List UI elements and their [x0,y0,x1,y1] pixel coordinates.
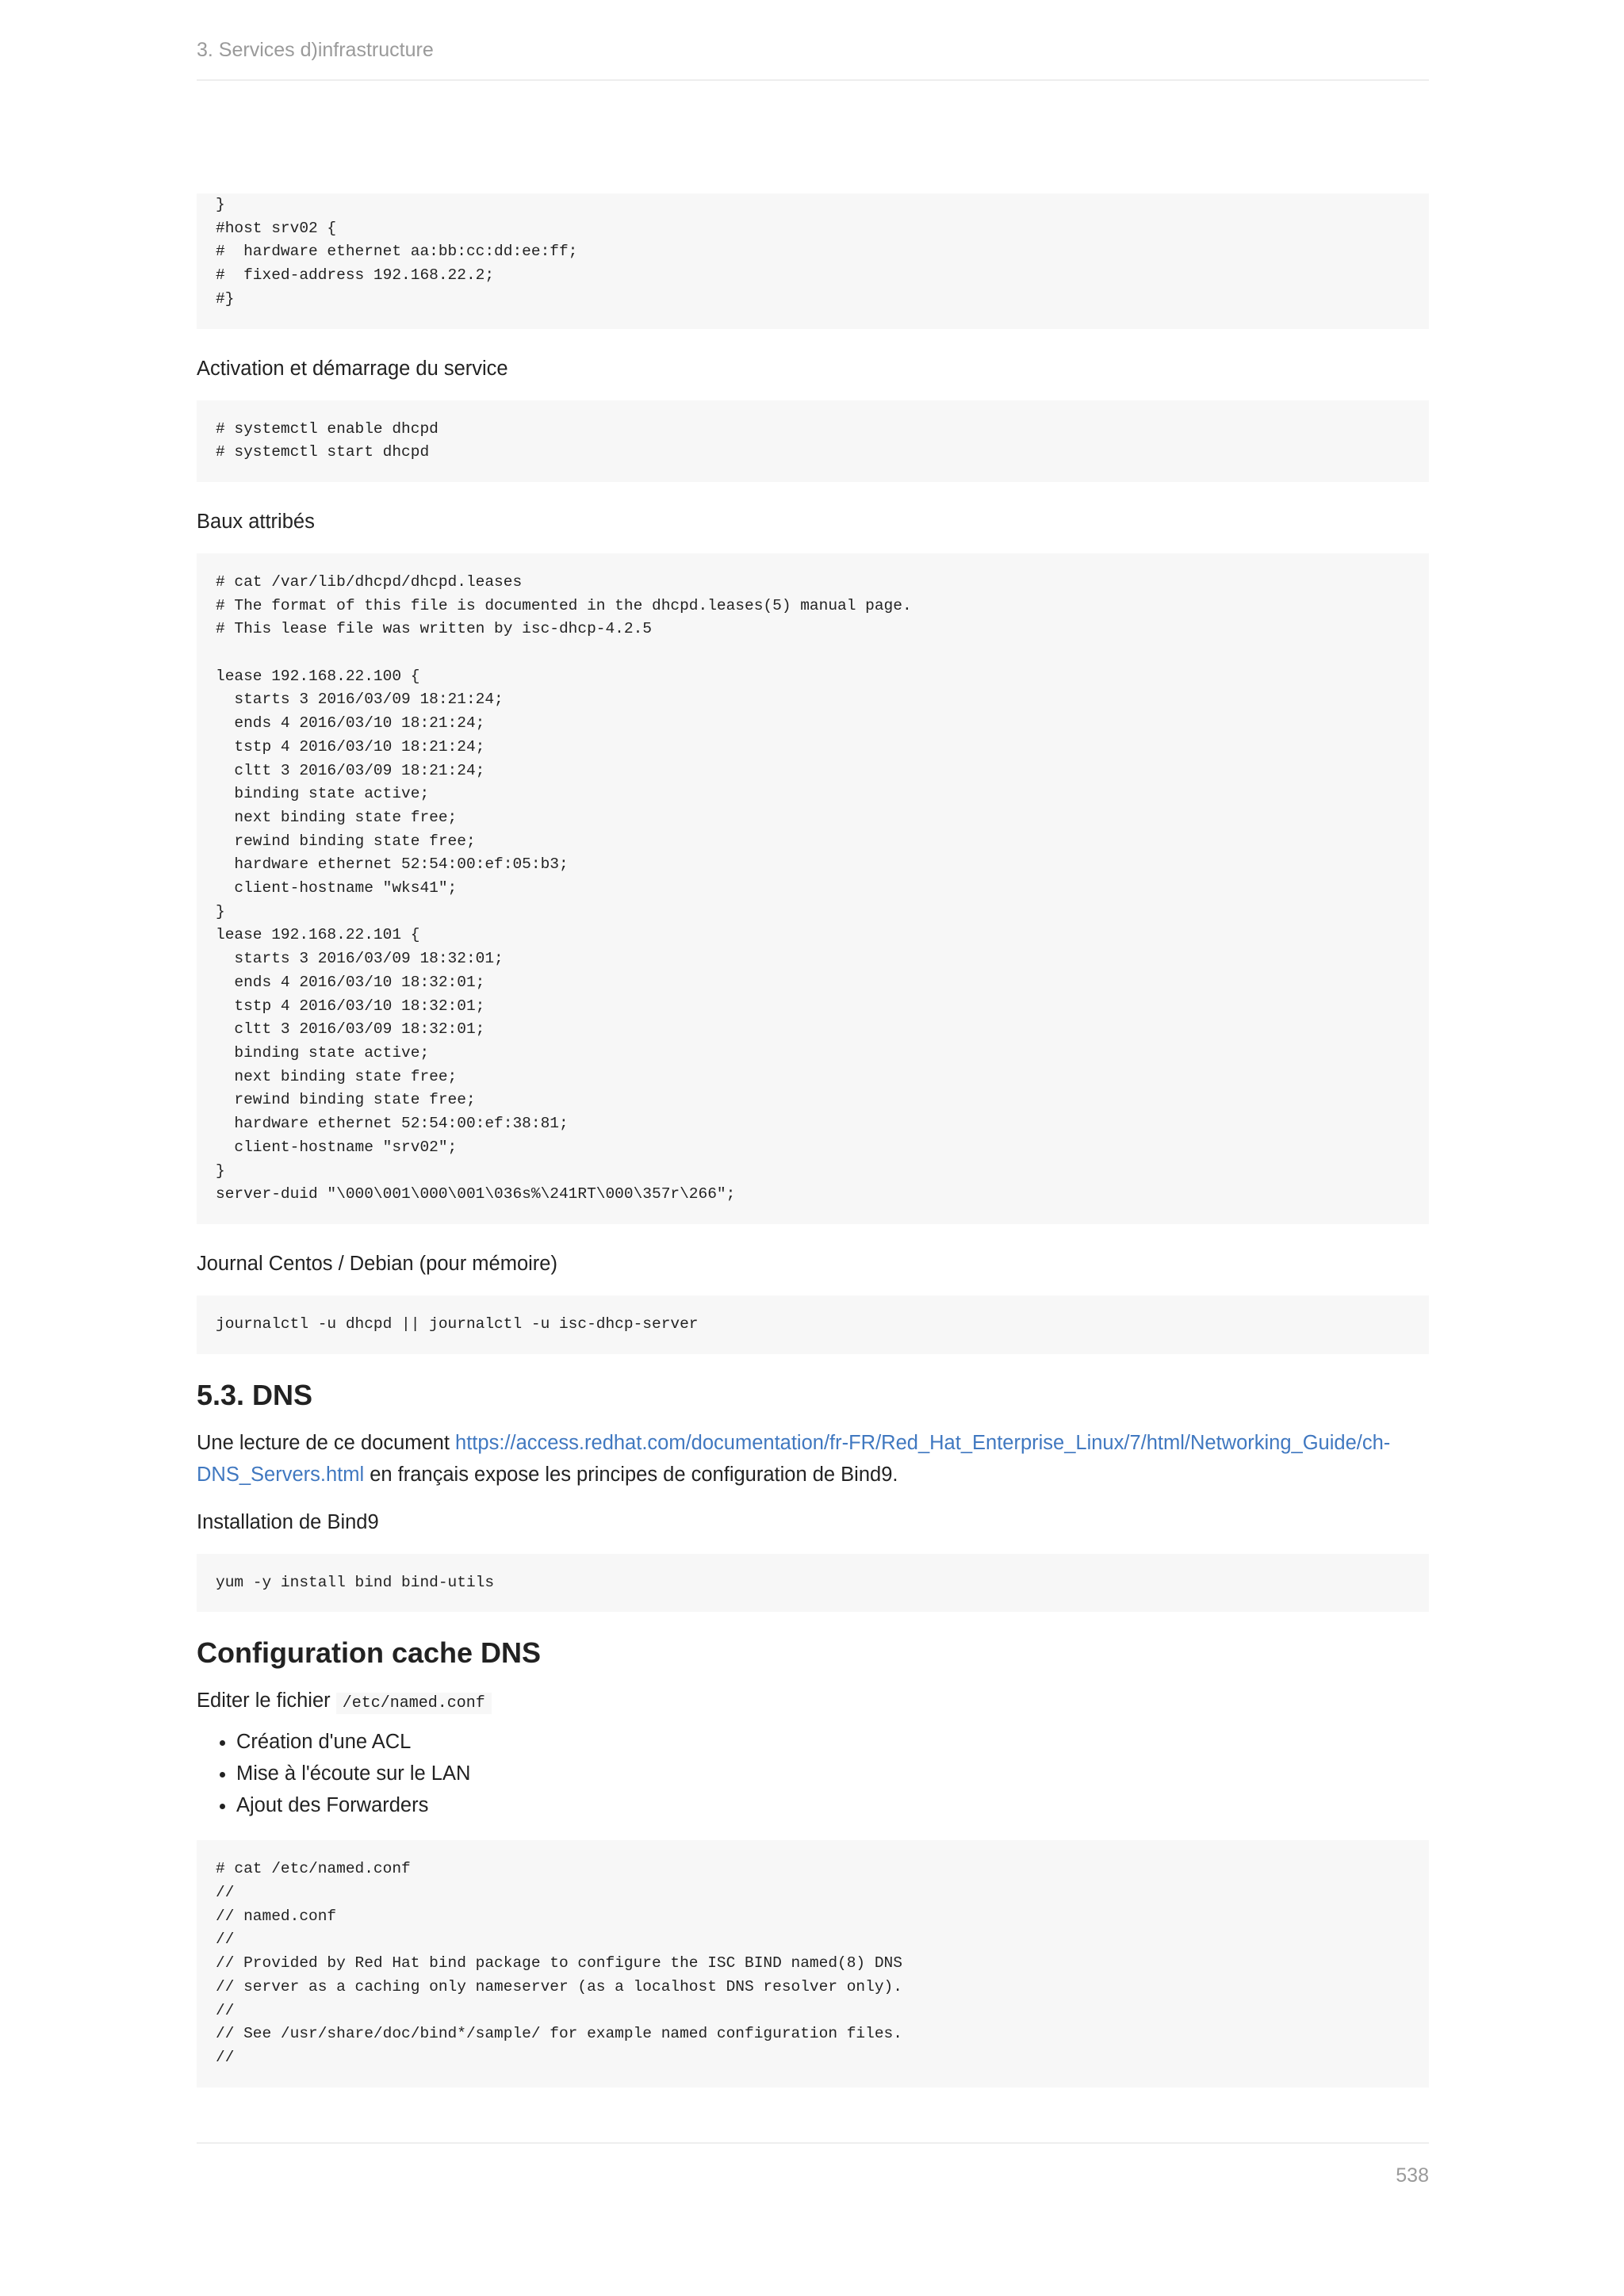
code-block-host-srv02: } #host srv02 { # hardware ethernet aa:bb:cc:dd:ee:ff; # fixed-address 192.168.22.2; #} [197,193,1429,329]
list-item: • Création d'une ACL [236,1726,1429,1758]
list-item: • Ajout des Forwarders [236,1789,1429,1821]
dns-intro-text-after: en français expose les principes de configuration de Bind9. [364,1463,898,1486]
named-conf-path: /etc/named.conf [336,1693,492,1714]
page-content [197,193,1429,2087]
code-block-systemctl: # systemctl enable dhcpd # systemctl start dhcpd [197,400,1429,482]
dns-intro-text-before: Une lecture de ce document [197,1431,456,1454]
edit-file-paragraph [197,1685,1429,1720]
dns-intro-paragraph [197,1427,1429,1503]
chapter-title: 3. Services d)infrastructure [197,39,434,61]
code-block-leases: # cat /var/lib/dhcpd/dhcpd.leases # The format of this file is documented in the dhcpd.leases(5) manual page. # This lease file was written by isc-dhcp-4.2.5 lease 192.168.22.100 { starts 3 2016/03/09 18:21:24; ends 4 2016/03/10 18:21:24; tstp 4 2016/03/10 18:21:24; cltt 3 2016/03/09 18:21:24; binding state active; next binding state free; rewind binding state free; hardware ethernet 52:54:00:ef:05:b3; client-hostname "wks41"; } lease 192.168.22.101 { starts 3 2016/03/09 18:32:01; ends 4 2016/03/10 18:32:01; tstp 4 2016/03/10 18:32:01; cltt 3 2016/03/09 18:32:01; binding state active; next binding state free; rewind binding state free; hardware ethernet 52:54:00:ef:38:81; client-hostname "srv02"; } server-duid "\000\001\000\001\036s%\241RT\000\357r\266"; [197,553,1429,1224]
code-block-journalctl: journalctl -u dhcpd || journalctl -u isc-dhcp-server [197,1295,1429,1354]
running-header [197,38,1429,81]
list-item: • Mise à l'écoute sur le LAN [236,1758,1429,1789]
document-page [197,0,1429,2296]
running-footer [197,2142,1429,2199]
redhat-dns-guide-link[interactable]: https://access.redhat.com/documentation/fr-FR/Red_Hat_Enterprise_Linux/7/html/Networking_Guide/ch-DNS_Servers.html [197,1431,1391,1486]
label-baux: Baux attribés [197,510,315,533]
page-number: 538 [1396,2164,1429,2187]
edit-file-text: Editer le fichier [197,1689,336,1712]
config-steps-list [197,1726,1429,1821]
label-activation: Activation et démarrage du service [197,357,508,380]
section-heading-cache-dns: Configuration cache DNS [197,1636,542,1670]
label-install-bind9: Installation de Bind9 [197,1510,379,1533]
section-heading-dns: 5.3. DNS [197,1378,313,1411]
code-block-named-conf: # cat /etc/named.conf // // named.conf // // Provided by Red Hat bind package to configure the ISC BIND named(8) DNS // server as a caching only nameserver (as a localhost DNS resolver only). // // See /usr/share/doc/bind*/sample/ for example named configuration files. // [197,1840,1429,2087]
code-block-yum-install: yum -y install bind bind-utils [197,1554,1429,1613]
label-journal: Journal Centos / Debian (pour mémoire) [197,1252,557,1275]
